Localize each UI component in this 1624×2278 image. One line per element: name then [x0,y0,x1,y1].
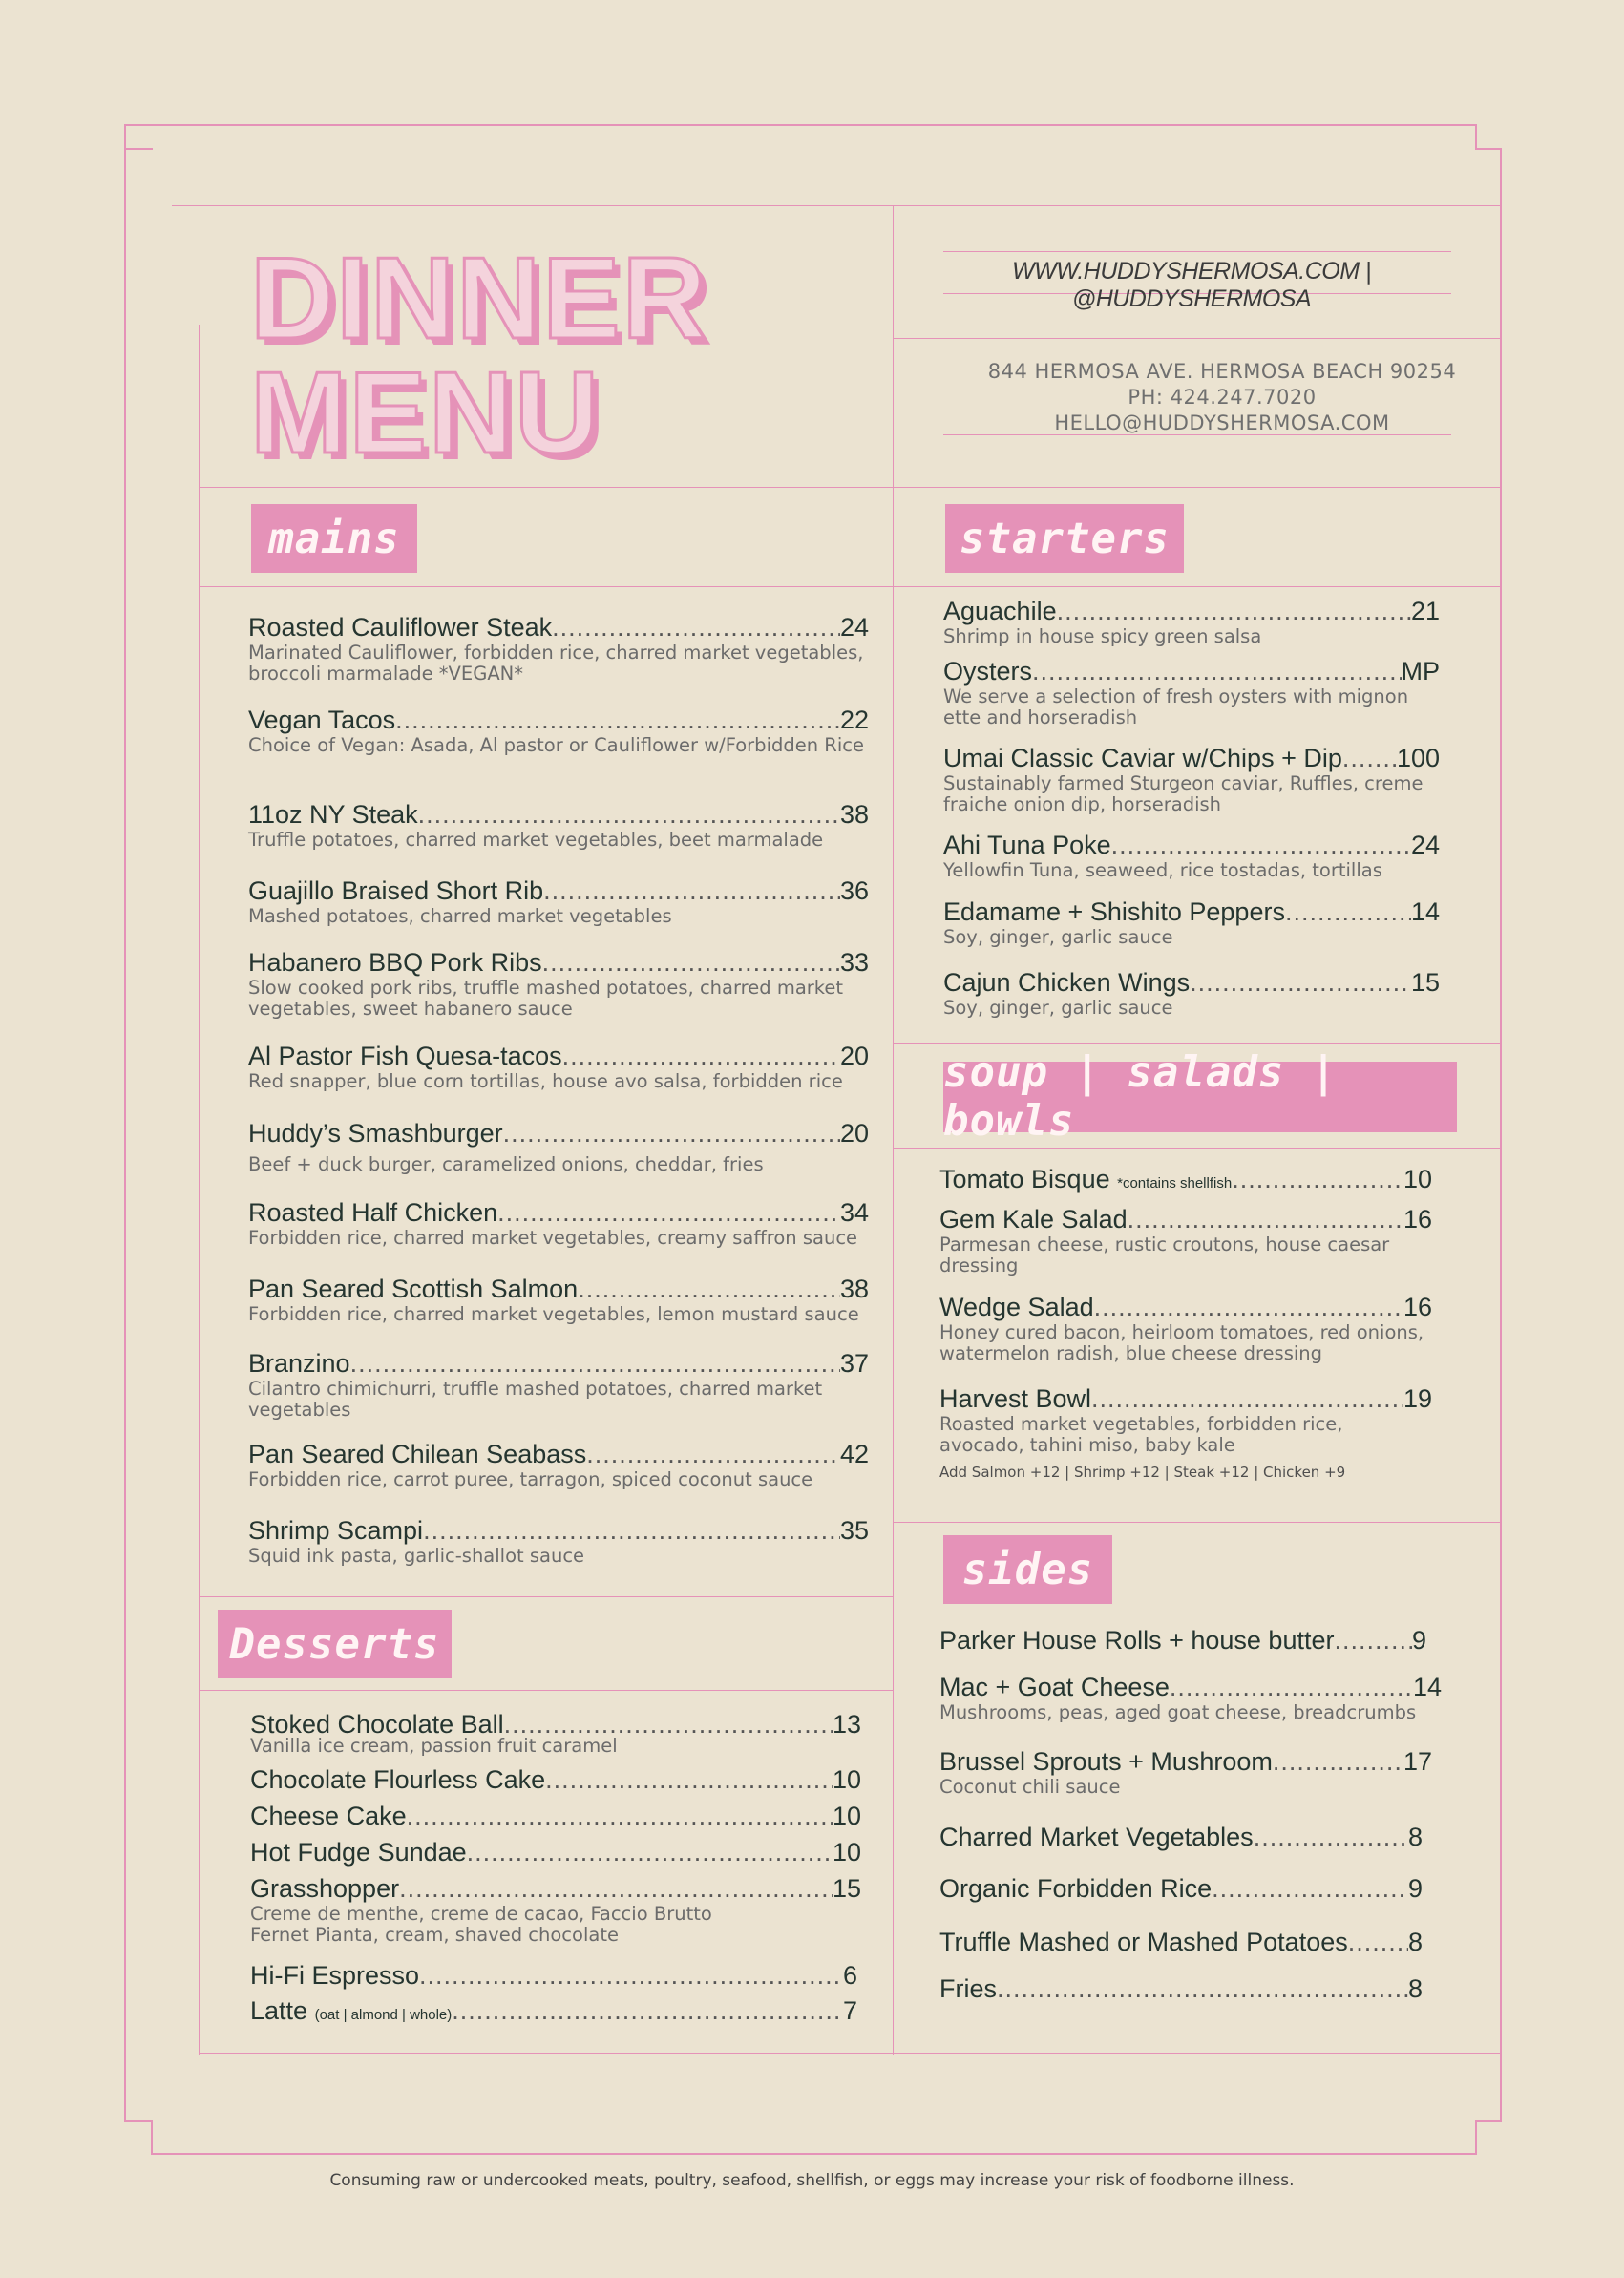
menu-item-soups [939,1165,1432,1194]
item-name: Roasted Half Chicken [248,1198,498,1227]
item-name: Oysters [943,657,1033,686]
item-name: Shrimp Scampi [248,1516,424,1545]
leader-dots [562,1042,840,1071]
leader-dots [545,1765,833,1795]
item-name: Stoked Chocolate Ball [250,1710,504,1739]
leader-dots [1057,597,1411,626]
leader-dots [452,1996,843,2026]
leader-dots [399,1874,833,1904]
item-name: Tomato Bisque *contains shellfish [939,1165,1233,1193]
item-price: 14 [1410,897,1440,926]
item-price: 24 [1410,831,1440,859]
item-name: Ahi Tuna Poke [943,831,1111,859]
item-description: Honey cured bacon, heirloom tomatoes, red onions, watermelon radish, blue cheese dressing [939,1321,1424,1364]
menu-item-starters [943,897,1440,948]
item-description: Shrimp in house spicy green salsa [943,625,1262,647]
leader-dots [1334,1626,1412,1656]
section-label-desserts: Desserts [218,1610,452,1678]
item-description: Choice of Vegan: Asada, Al pastor or Cauliflower w/Forbidden Rice [248,734,864,756]
item-note: (oat | almond | whole) [314,2007,453,2023]
leader-dots [543,876,840,906]
leader-dots [1170,1673,1413,1702]
leader-dots [350,1349,840,1379]
item-description: Vanilla ice cream, passion fruit caramel [250,1735,618,1757]
item-price: 20 [839,1119,869,1148]
menu-item-starters [943,831,1440,881]
item-name: Branzino [248,1349,350,1378]
title-line-1: DINNER [250,233,708,363]
grid-desserts-label-bottom [199,1690,893,1691]
frame-bottom-right [1475,2120,1502,2122]
frame-top [151,124,1475,126]
item-name: 11oz NY Steak [248,800,418,829]
menu-item-sides [939,1626,1426,1656]
item-price: MP [1401,657,1440,686]
leader-dots [407,1802,833,1831]
item-name: Roasted Cauliflower Steak [248,613,553,642]
menu-item-soups [939,1293,1432,1364]
grid-bottom [199,2053,1500,2054]
item-price: 38 [839,800,869,829]
item-name: Brussel Sprouts + Mushroom [939,1747,1273,1776]
item-name: Vegan Tacos [248,706,396,734]
item-description: Cilantro chimichurri, truffle mashed potatoes, charred market vegetables [248,1378,823,1421]
item-name: Huddy’s Smashburger [248,1119,503,1148]
leader-dots [419,1961,843,1991]
item-price: 13 [832,1710,861,1739]
grid-soups-bottom [893,1522,1500,1523]
leader-dots [1094,1293,1403,1322]
menu-item-sides [939,1974,1423,2004]
item-price: 9 [1407,1874,1423,1903]
item-name: Fries [939,1974,997,2003]
menu-item-starters [943,657,1440,728]
menu-item-soups [939,1384,1432,1481]
leader-dots [997,1974,1408,2004]
item-price: 38 [839,1275,869,1303]
leader-dots [578,1275,840,1304]
item-price: 8 [1407,1823,1423,1851]
item-description: Soy, ginger, garlic sauce [943,997,1173,1019]
menu-item-mains [248,1275,869,1325]
menu-item-mains [248,706,869,756]
item-description: Marinated Cauliflower, forbidden rice, charred market vegetables, broccoli marmalade *VEGAN* [248,642,864,685]
menu-item-sides [939,1747,1432,1798]
item-name: Parker House Rolls + house butter [939,1626,1335,1655]
frame-top-left2 [124,124,126,150]
item-name: Pan Seared Chilean Seabass [248,1440,587,1468]
menu-item-sides [939,1673,1442,1723]
frame-bottom-right2 [1475,2120,1477,2155]
item-name: Edamame + Shishito Peppers [943,897,1285,926]
leader-dots [1212,1874,1408,1904]
food-safety-disclaimer: Consuming raw or undercooked meats, poultry, seafood, shellfish, or eggs may increase your risk of foodborne illness. [329,2171,1295,2190]
leader-dots [1128,1205,1403,1234]
item-description: We serve a selection of fresh oysters with mignon ette and horseradish [943,686,1409,728]
leader-dots [552,613,840,643]
item-name: Hi-Fi Espresso [250,1961,420,1990]
item-name: Harvest Bowl [939,1384,1092,1413]
frame-bottom-left [124,2120,153,2122]
menu-item-starters [943,597,1440,647]
menu-item-desserts [250,1802,861,1831]
item-price: 34 [839,1198,869,1227]
frame-left [124,148,126,2122]
menu-item-mains [248,1042,869,1092]
leader-dots [1254,1823,1408,1852]
menu-item-mains [248,800,869,851]
leader-dots [1285,897,1411,927]
grid-left [199,325,200,2055]
section-label-soups: soup | salads | bowls [943,1062,1457,1132]
item-price: 22 [839,706,869,734]
menu-item-mains [248,1440,869,1490]
item-name: Guajillo Braised Short Rib [248,876,544,905]
leader-dots [467,1838,833,1867]
item-price: 14 [1412,1673,1442,1701]
item-name: Cheese Cake [250,1802,407,1830]
item-description: Roasted market vegetables, forbidden rice, avocado, tahini miso, baby kale [939,1413,1343,1456]
menu-item-sides [939,1874,1423,1904]
item-name: Latte (oat | almond | whole) [250,1996,453,2025]
grid-soups-label-bottom [893,1148,1500,1149]
item-price: 19 [1403,1384,1432,1413]
leader-dots [1348,1928,1408,1957]
item-name: Truffle Mashed or Mashed Potatoes [939,1928,1348,1956]
item-price: 6 [842,1961,857,1990]
item-description: Truffle potatoes, charred market vegetables, beet marmalade [248,829,824,851]
grid-mid [893,205,894,2055]
menu-item-mains [248,1119,869,1175]
section-label-starters: starters [945,504,1184,573]
item-description: Soy, ginger, garlic sauce [943,926,1173,948]
item-price: 10 [1403,1165,1432,1193]
item-description: Yellowfin Tuna, seaweed, rice tostadas, tortillas [943,859,1382,881]
item-price: 16 [1403,1293,1432,1321]
item-name: Pan Seared Scottish Salmon [248,1275,579,1303]
frame-right [1500,148,1502,2122]
leader-dots [423,1516,840,1546]
item-name: Al Pastor Fish Quesa-tacos [248,1042,562,1070]
menu-title [250,233,708,477]
menu-item-mains [248,613,869,685]
frame-bottom-left2 [151,2120,153,2155]
grid-header-right [893,338,1500,339]
grid-web-top [943,251,1451,252]
grid-top [172,205,1501,206]
website-link[interactable]: WWW.HUDDYSHERMOSA.COM | @HUDDYSHERMOSA [1012,258,1371,312]
item-description: Parmesan cheese, rustic croutons, house caesar dressing [939,1234,1390,1276]
item-price: 15 [1410,968,1440,997]
item-price: 9 [1411,1626,1426,1655]
add-ons: Add Salmon +12 | Shrimp +12 | Steak +12 | Chicken +9 [939,1464,1346,1481]
item-description: Slow cooked pork ribs, truffle mashed potatoes, charred market vegetables, sweet habanero sauce [248,977,844,1020]
item-name: Charred Market Vegetables [939,1823,1254,1851]
item-price: 10 [832,1765,861,1794]
item-description: Sustainably farmed Sturgeon caviar, Ruffles, creme fraiche onion dip, horseradish [943,772,1424,815]
leader-dots [395,706,840,735]
contact-info [969,359,1475,436]
item-price: 42 [839,1440,869,1468]
section-label-mains: mains [251,504,417,573]
item-description: Forbidden rice, charred market vegetables, creamy saffron sauce [248,1227,858,1249]
leader-dots [1342,744,1397,773]
item-name: Grasshopper [250,1874,400,1903]
item-name: Mac + Goat Cheese [939,1673,1170,1701]
leader-dots [497,1198,840,1228]
item-price: 16 [1403,1205,1432,1234]
item-description: Forbidden rice, carrot puree, tarragon, spiced coconut sauce [248,1468,813,1490]
menu-item-sides [939,1928,1423,1957]
item-name: Organic Forbidden Rice [939,1874,1213,1903]
item-name: Gem Kale Salad [939,1205,1128,1234]
item-price: 10 [832,1802,861,1830]
item-price: 7 [842,1996,857,2025]
leader-dots [1190,968,1411,998]
leader-dots [503,1119,840,1149]
grid-mains-bottom [199,1596,893,1597]
item-name: Wedge Salad [939,1293,1094,1321]
item-price: 100 [1396,744,1440,772]
menu-item-desserts [250,1996,857,2026]
frame-top-left [124,124,153,126]
item-description: Coconut chili sauce [939,1776,1121,1798]
item-price: 21 [1410,597,1440,625]
leader-dots [586,1440,840,1469]
frame-top-right [1475,124,1477,150]
menu-item-sides [939,1823,1423,1852]
menu-item-mains [248,1198,869,1249]
item-description: Mashed potatoes, charred market vegetables [248,905,672,927]
menu-item-mains [248,1516,869,1567]
item-price: 15 [832,1874,861,1903]
item-name: Habanero BBQ Pork Ribs [248,948,542,977]
leader-dots [542,948,840,978]
item-price: 17 [1403,1747,1432,1776]
item-note: *contains shellfish [1117,1175,1233,1192]
item-price: 20 [839,1042,869,1070]
item-price: 35 [839,1516,869,1545]
frame-top-left3 [124,148,153,150]
frame-top-right2 [1475,148,1502,150]
item-price: 8 [1407,1974,1423,2003]
menu-item-desserts [250,1710,861,1757]
menu-item-desserts [250,1874,861,1946]
item-name: Umai Classic Caviar w/Chips + Dip [943,744,1342,772]
menu-item-mains [248,1349,869,1421]
item-price: 33 [839,948,869,977]
leader-dots [1232,1165,1403,1194]
item-name: Chocolate Flourless Cake [250,1765,546,1794]
leader-dots [1091,1384,1403,1414]
item-price: 36 [839,876,869,905]
item-description: Mushrooms, peas, aged goat cheese, breadcrumbs [939,1701,1417,1723]
item-price: 37 [839,1349,869,1378]
item-description: Forbidden rice, charred market vegetables, lemon mustard sauce [248,1303,859,1325]
menu-item-starters [943,968,1440,1019]
grid-label-bottom [199,586,1500,587]
frame-bottom [151,2153,1477,2155]
leader-dots [1111,831,1411,860]
menu-item-desserts [250,1765,861,1795]
item-description: Red snapper, blue corn tortillas, house avo salsa, forbidden rice [248,1070,843,1092]
section-label-sides: sides [943,1535,1112,1604]
menu-item-mains [248,876,869,927]
item-price: 10 [832,1838,861,1867]
leader-dots [1032,657,1401,686]
leader-dots [1273,1747,1403,1777]
item-price: 24 [839,613,869,642]
item-description: Beef + duck burger, caramelized onions, cheddar, fries [248,1153,764,1175]
title-line-2: MENU [250,348,601,477]
phone-email: PH: 424.247.7020 HELLO@HUDDYSHERMOSA.COM [1054,386,1390,434]
address: 844 HERMOSA AVE. HERMOSA BEACH 90254 [987,360,1457,383]
grid-header-bottom [199,487,1500,488]
menu-item-soups [939,1205,1432,1276]
menu-item-desserts [250,1961,857,1991]
item-name: Hot Fudge Sundae [250,1838,467,1867]
menu-item-starters [943,744,1440,815]
grid-starters-bottom [893,1043,1500,1044]
leader-dots [418,800,840,830]
item-name: Aguachile [943,597,1057,625]
menu-item-mains [248,948,869,1020]
item-description: Squid ink pasta, garlic-shallot sauce [248,1545,585,1567]
item-description: Creme de menthe, creme de cacao, Faccio Brutto Fernet Pianta, cream, shaved chocolate [250,1903,712,1946]
menu-item-desserts [250,1838,861,1867]
item-name: Cajun Chicken Wings [943,968,1191,997]
item-price: 8 [1407,1928,1423,1956]
